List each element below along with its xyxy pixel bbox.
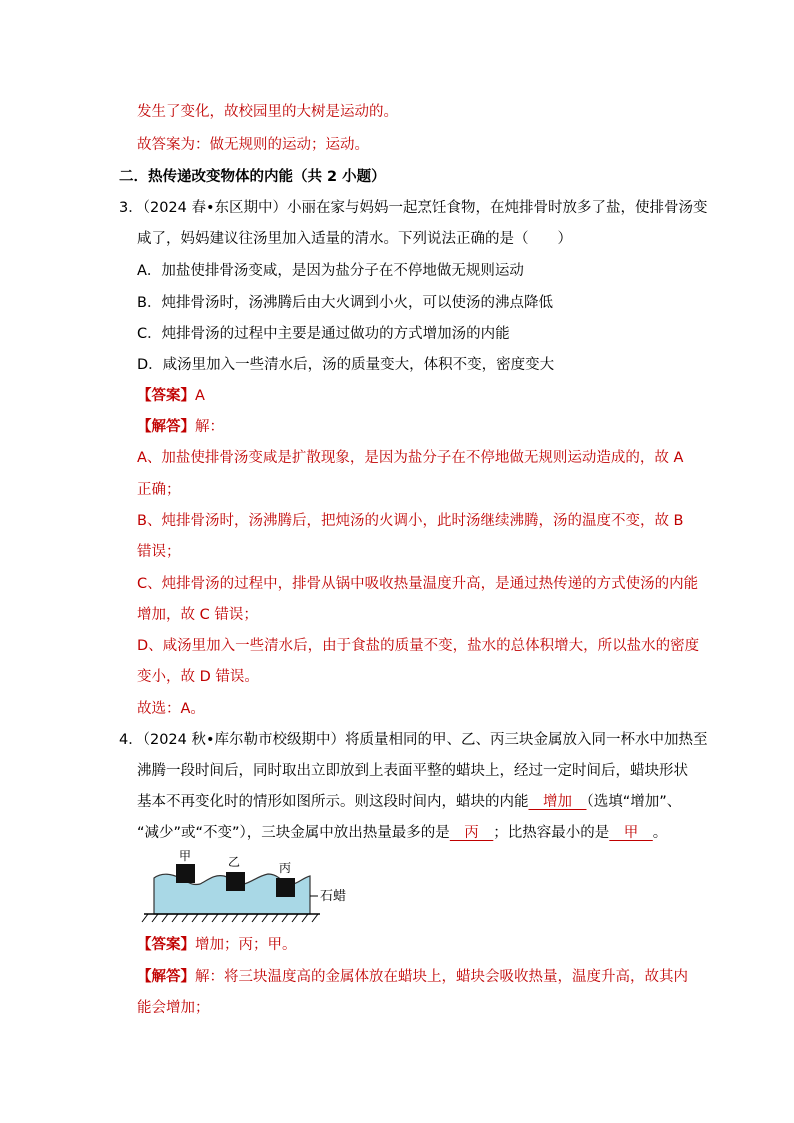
q3-analysis-line: C、炖排骨汤的过程中，排骨从锅中吸收热量温度升高，是通过热传递的方式使汤的内能 xyxy=(137,576,699,592)
q4-stem3-post: （选填“增加”、 xyxy=(586,794,682,810)
q3-stem-line1: 3．（2024 春•东区期中）小丽在家与妈妈一起烹饪食物，在炖排骨时放多了盐，使排骨汤变 xyxy=(119,200,708,216)
q3-option-b: B．炖排骨汤时，汤沸腾后由大火调到小火，可以使汤的沸点降低 xyxy=(137,295,553,311)
metal-block-bing xyxy=(276,878,295,897)
q3-analysis-tag: 【解答】 xyxy=(137,419,195,435)
q3-option-d: D．咸汤里加入一些清水后，汤的质量变大，体积不变，密度变大 xyxy=(137,357,555,373)
q3-analysis-intro: 解： xyxy=(195,419,224,435)
q3-analysis-line: B、炖排骨汤时，汤沸腾后，把炖汤的火调小，此时汤继续沸腾，汤的温度不变，故 B xyxy=(137,513,684,529)
q4-stem4-end: 。 xyxy=(652,825,668,841)
q4-analysis-text1: 解：将三块温度高的金属体放在蜡块上，蜡块会吸收热量，温度升高，故其内 xyxy=(195,969,688,985)
q3-analysis-line: 错误； xyxy=(137,544,181,560)
q4-analysis-line2: 能会增加； xyxy=(137,1000,210,1016)
section-title: 二．热传递改变物体的内能（共 2 小题） xyxy=(119,169,386,185)
q3-conclusion: 故选：A。 xyxy=(137,701,205,717)
label-jia: 甲 xyxy=(179,849,192,863)
q4-stem4-pre: “减少”或“不变”），三块金属中放出热量最多的是 xyxy=(137,825,450,841)
metal-block-yi xyxy=(226,872,245,891)
label-wax: 石蜡 xyxy=(320,889,347,904)
q4-stem4-mid: ；比热容最小的是 xyxy=(493,825,610,841)
q3-answer-tag: 【答案】 xyxy=(137,388,195,404)
q4-blank-3: 甲 xyxy=(609,825,653,841)
q4-blank-2: 丙 xyxy=(449,825,494,841)
q4-stem-line3 xyxy=(137,793,681,811)
q3-analysis-line: A、加盐使排骨汤变咸是扩散现象，是因为盐分子在不停地做无规则运动造成的，故 A xyxy=(137,450,684,466)
q3-stem-line2: 咸了，妈妈建议往汤里加入适量的清水。下列说法正确的是（ ） xyxy=(137,231,572,247)
q4-stem-line4 xyxy=(137,824,667,842)
q3-option-a: A．加盐使排骨汤变咸，是因为盐分子在不停地做无规则运动 xyxy=(137,263,524,279)
q4-stem-line1: 4．（2024 秋•库尔勒市校级期中）将质量相同的甲、乙、丙三块金属放入同一杯水中加热至 xyxy=(119,732,708,748)
wax-block-figure xyxy=(140,848,360,924)
q3-answer xyxy=(137,387,205,405)
q4-answer-value: 增加；丙；甲。 xyxy=(195,937,297,953)
q4-stem-line2: 沸腾一段时间后，同时取出立即放到上表面平整的蜡块上，经过一定时间后，蜡块形状 xyxy=(137,763,688,779)
q4-blank-1: 增加 xyxy=(528,794,587,810)
prev-answer-line2: 故答案为：做无规则的运动；运动。 xyxy=(137,137,369,153)
q3-answer-value: A xyxy=(195,388,205,404)
q3-analysis-line: 变小，故 D 错误。 xyxy=(137,669,259,685)
q3-analysis-line: D、咸汤里加入一些清水后，由于食盐的质量不变，盐水的总体积增大，所以盐水的密度 xyxy=(137,638,700,654)
q3-analysis-line: 正确； xyxy=(137,482,181,498)
ground-hatching xyxy=(142,914,318,922)
q3-analysis-header xyxy=(137,418,224,436)
q4-stem3-pre: 基本不再变化时的情形如图所示。则这段时间内，蜡块的内能 xyxy=(137,794,529,810)
q4-answer xyxy=(137,936,297,954)
label-bing: 丙 xyxy=(279,861,292,875)
q4-analysis-line1 xyxy=(137,968,688,986)
q3-option-c: C．炖排骨汤的过程中主要是通过做功的方式增加汤的内能 xyxy=(137,326,510,342)
q4-answer-tag: 【答案】 xyxy=(137,937,195,953)
q3-analysis-line: 增加，故 C 错误； xyxy=(137,607,258,623)
metal-block-jia xyxy=(176,864,195,883)
q4-analysis-tag: 【解答】 xyxy=(137,969,195,985)
label-yi: 乙 xyxy=(228,855,241,869)
prev-answer-line1: 发生了变化，故校园里的大树是运动的。 xyxy=(137,104,398,120)
